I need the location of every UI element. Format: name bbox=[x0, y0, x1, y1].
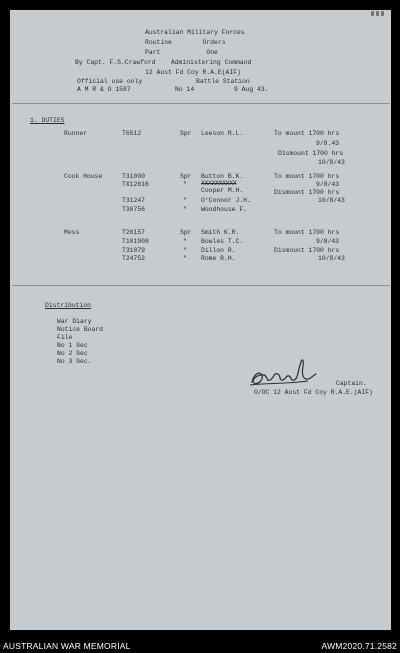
distribution-item: No 1 Sec bbox=[57, 342, 88, 349]
soldier-name: Button B.K. bbox=[201, 173, 244, 180]
service-number: T6512 bbox=[122, 130, 142, 137]
duty-label: Runner bbox=[64, 130, 88, 137]
order-ref: A M R & O 1587 bbox=[77, 86, 131, 93]
order-number: No 14 bbox=[175, 86, 195, 93]
signature-unit: O/OC 12 Aust Fd Coy R.A.E.(AIF) bbox=[254, 389, 373, 396]
header-line-5: 12 Aust Fd Coy R.A.E(AIF) bbox=[145, 69, 241, 76]
mount-time: To mount 1700 hrs bbox=[274, 173, 340, 180]
service-number: T30756 bbox=[122, 206, 146, 213]
soldier-name: Leeson R.L. bbox=[201, 130, 244, 137]
soldier-name: Woodhouse F. bbox=[201, 206, 248, 213]
struck-out-name: XXXXXXXXXX bbox=[201, 180, 237, 187]
soldier-name: Bowles T.C. bbox=[201, 238, 244, 245]
service-number: T31000 bbox=[122, 173, 146, 180]
header-line-2: Routine Orders bbox=[145, 39, 226, 46]
rank: " bbox=[183, 247, 187, 254]
section-title: 1. DUTIES bbox=[30, 117, 65, 124]
order-date: 9 Aug 43. bbox=[234, 86, 269, 93]
header-line-1: Australian Military Forces bbox=[145, 29, 245, 36]
mount-date: 9/8/43 bbox=[316, 238, 340, 245]
service-number: T24752 bbox=[122, 255, 146, 262]
distribution-item: File bbox=[57, 334, 73, 341]
footer-accession: AWM2020.71.2582 bbox=[321, 641, 397, 651]
mount-date: 9/8/43 bbox=[316, 181, 340, 188]
dismount-date: 10/8/43 bbox=[318, 255, 345, 262]
punch-hole bbox=[371, 11, 374, 16]
header-line-4: By Capt. F.S.Crawford Administering Command bbox=[75, 59, 252, 66]
dismount-time: Dismount 1700 hrs bbox=[278, 150, 344, 157]
soldier-name: Smith K.R. bbox=[201, 229, 240, 236]
duty-label: Cook House bbox=[64, 173, 103, 180]
soldier-name: Cooper M.H. bbox=[201, 187, 244, 194]
handwritten-signature bbox=[246, 352, 326, 392]
duties-rule bbox=[12, 285, 390, 286]
rank: Spr bbox=[180, 130, 192, 137]
dismount-date: 10/8/43 bbox=[318, 159, 345, 166]
service-number: T31079 bbox=[122, 247, 146, 254]
header-rule bbox=[12, 103, 390, 104]
rank: " bbox=[183, 181, 187, 188]
signature-rank: Captain. bbox=[336, 380, 367, 387]
distribution-title: Distribution bbox=[45, 302, 92, 309]
dismount-time: Dismount 1700 hrs bbox=[274, 247, 340, 254]
service-number: T31247 bbox=[122, 197, 146, 204]
rank: " bbox=[183, 197, 187, 204]
mount-time: To mount 1700 hrs bbox=[274, 229, 340, 236]
rank: Spr bbox=[180, 173, 192, 180]
rank: " bbox=[183, 255, 187, 262]
soldier-name: Rome R.H. bbox=[201, 255, 236, 262]
footer-source: AUSTRALIAN WAR MEMORIAL bbox=[3, 641, 131, 651]
soldier-name: O'Connor J.H. bbox=[201, 197, 251, 204]
punch-hole bbox=[376, 11, 379, 16]
distribution-item: No 3 Sec. bbox=[57, 358, 92, 365]
distribution-item: No 2 Sec bbox=[57, 350, 88, 357]
official-use: Official use only bbox=[77, 78, 143, 85]
service-number: T26157 bbox=[122, 229, 146, 236]
duty-label: Mess bbox=[64, 229, 80, 236]
header-line-3: Part One bbox=[145, 49, 218, 56]
distribution-item: Notice Board bbox=[57, 326, 104, 333]
rank: " bbox=[183, 238, 187, 245]
battle-station: Battle Station bbox=[196, 78, 250, 85]
mount-date: 9/8.43 bbox=[316, 140, 340, 147]
dismount-time: Dismount 1700 hrs bbox=[274, 189, 340, 196]
dismount-date: 10/8/43 bbox=[318, 197, 345, 204]
service-number: T101908 bbox=[122, 238, 149, 245]
rank: Spr bbox=[180, 229, 192, 236]
rank: " bbox=[183, 206, 187, 213]
soldier-name: Dillon R. bbox=[201, 247, 236, 254]
distribution-item: War Diary bbox=[57, 318, 92, 325]
mount-time: To mount 1700 hrs bbox=[274, 130, 340, 137]
service-number: TX12616 bbox=[122, 181, 149, 188]
punch-hole bbox=[381, 11, 384, 16]
